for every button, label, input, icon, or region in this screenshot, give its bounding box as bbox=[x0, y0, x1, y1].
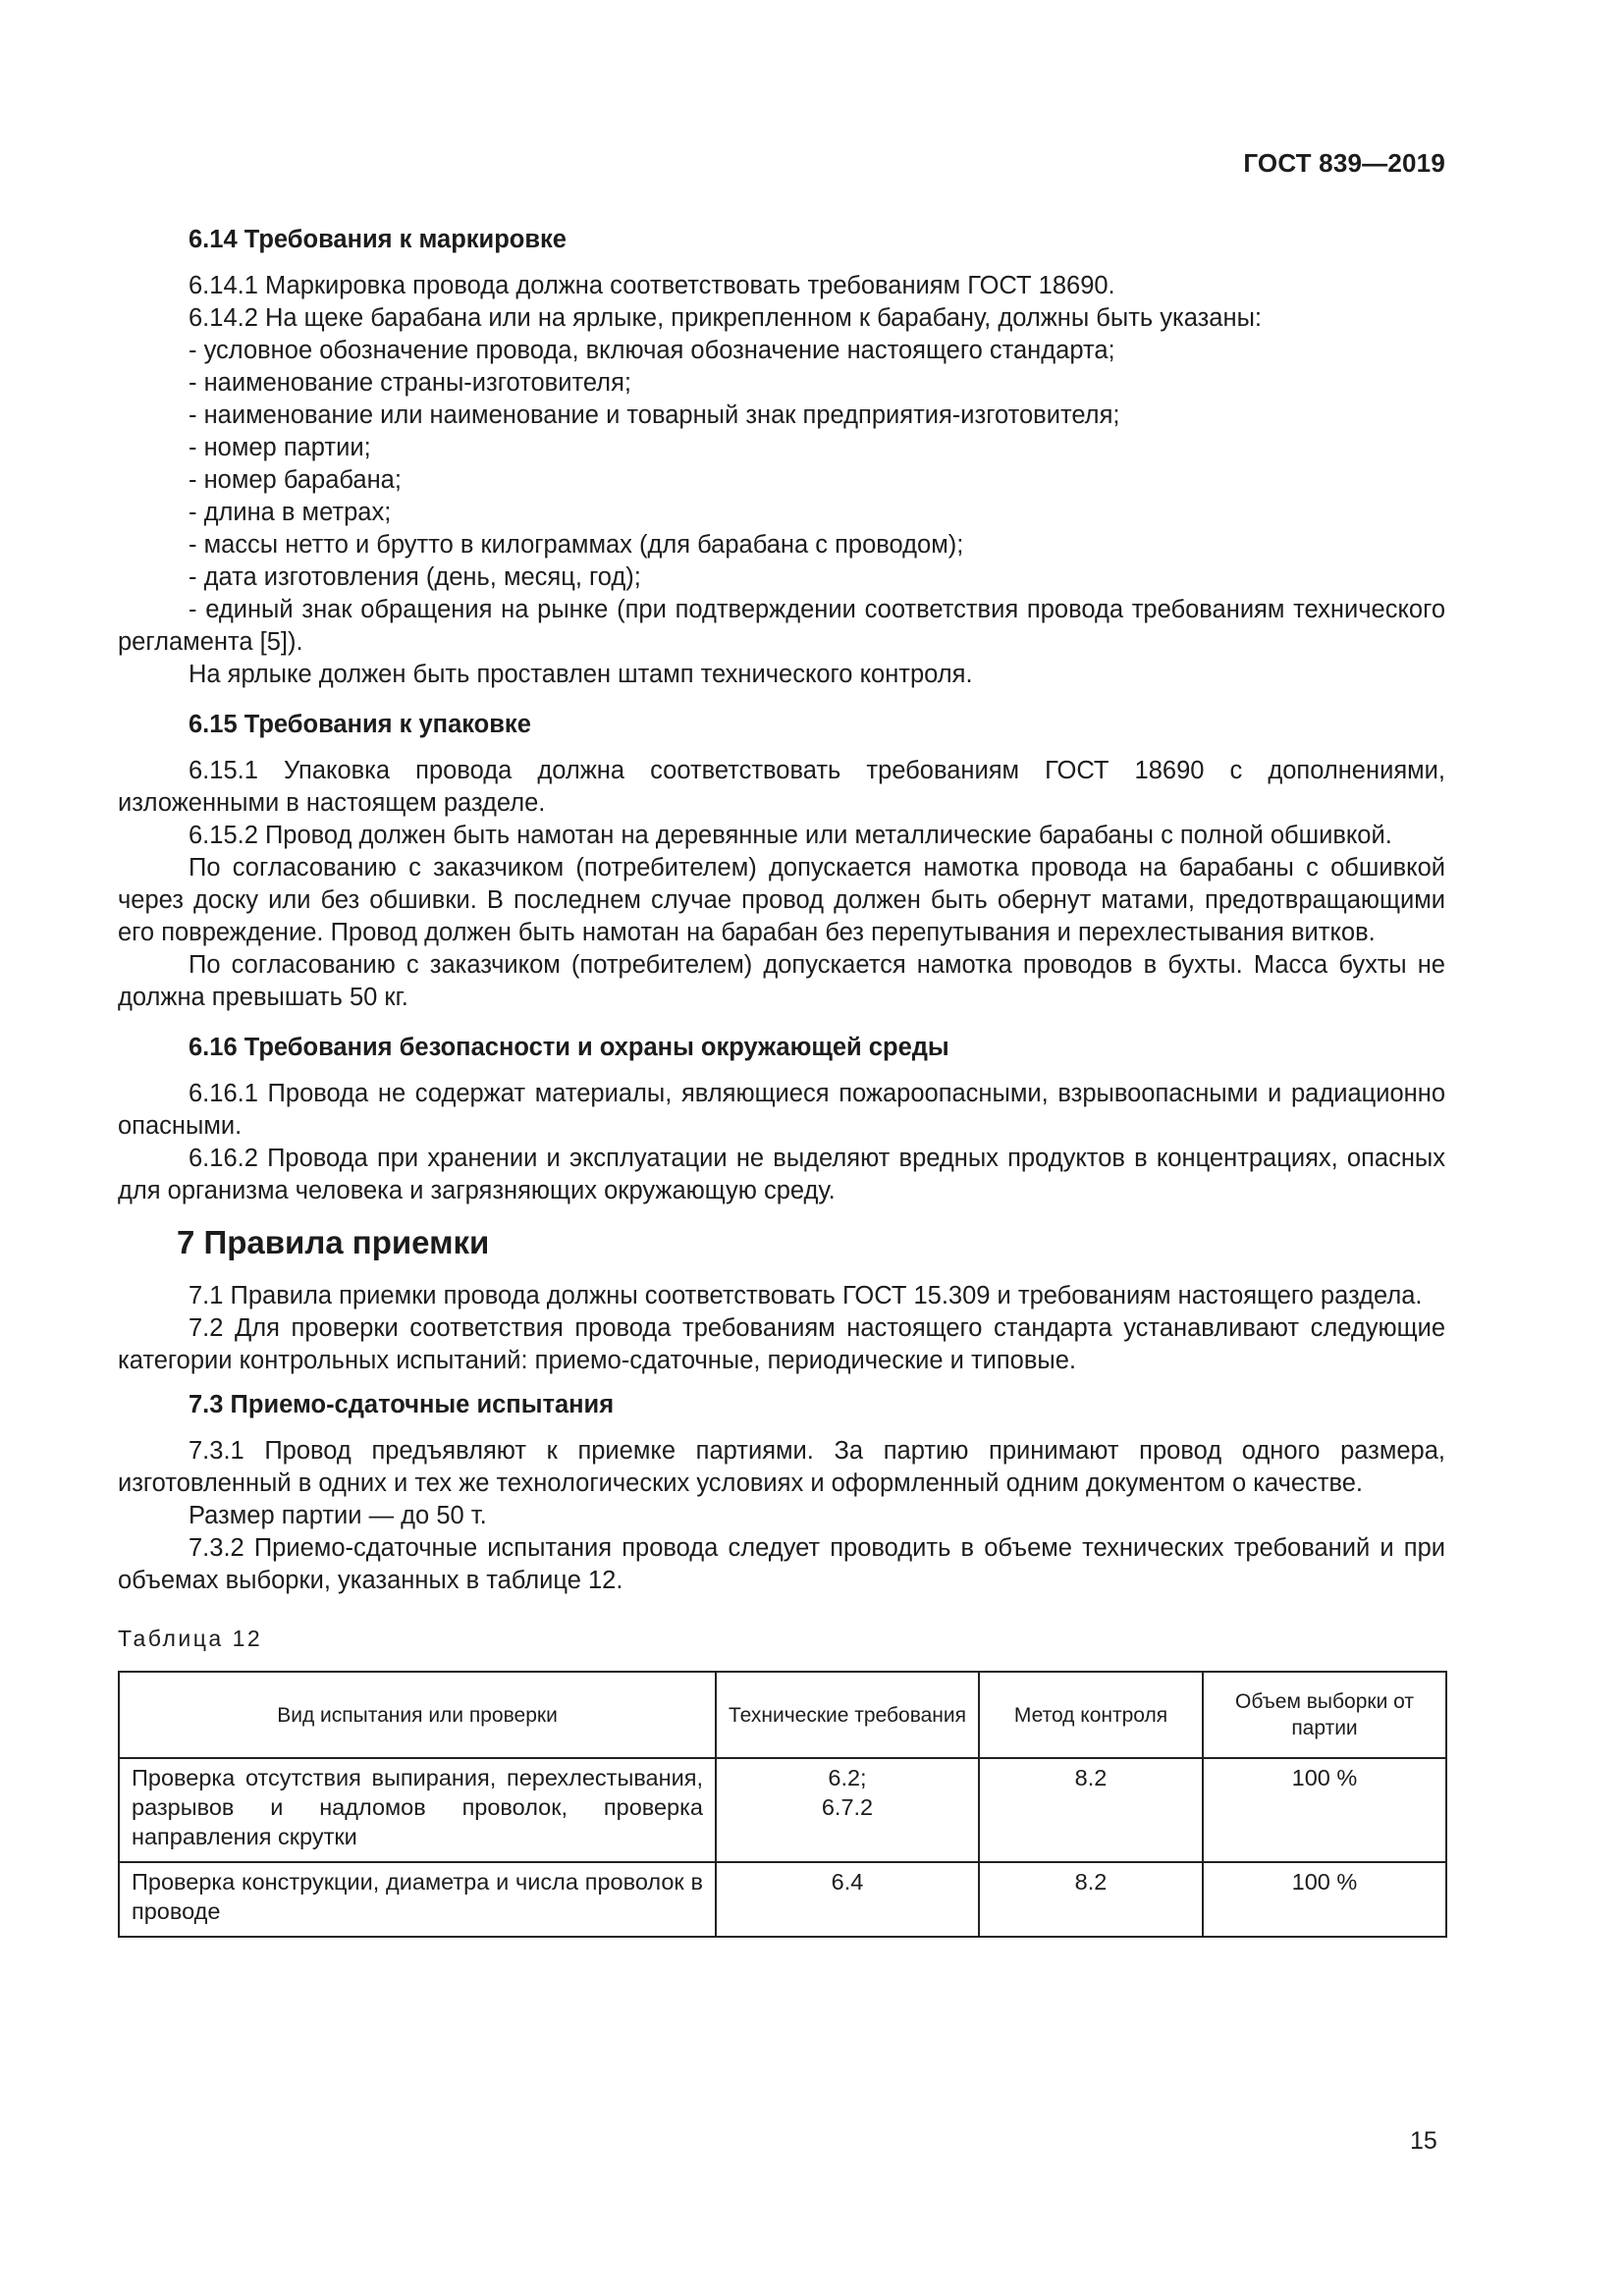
paragraph: 6.14.1 Маркировка провода должна соответствовать требованиям ГОСТ 18690. bbox=[189, 272, 1115, 299]
paragraph: 6.15.1 Упаковка провода должна соответствовать требованиям ГОСТ 18690 с дополнениями, изложенными в настоящем разделе. bbox=[118, 757, 1445, 817]
table-cell-method: 8.2 bbox=[979, 1862, 1203, 1937]
list-item: - наименование страны-изготовителя; bbox=[189, 369, 631, 397]
list-item: - номер партии; bbox=[189, 434, 371, 461]
paragraph: По согласованию с заказчиком (потребителем) допускается намотка проводов в бухты. Масса бухты не должна превышать 50 кг. bbox=[118, 951, 1445, 1011]
table-cell-sample: 100 % bbox=[1203, 1862, 1446, 1937]
table-row bbox=[119, 1862, 1446, 1937]
column-header-sample-size: Объем выборки от партии bbox=[1203, 1672, 1446, 1758]
list-item: - дата изготовления (день, месяц, год); bbox=[189, 563, 641, 591]
column-header-control-method: Метод контроля bbox=[979, 1672, 1203, 1758]
table-cell-test: Проверка отсутствия выпирания, перехлестывания, разрывов и надломов проволок, проверка направления скрутки bbox=[119, 1758, 716, 1862]
page-content bbox=[118, 224, 1445, 1938]
paragraph: 7.1 Правила приемки провода должны соответствовать ГОСТ 15.309 и требованиям настоящего раздела. bbox=[189, 1282, 1423, 1309]
requirement-ref: 6.7.2 bbox=[821, 1794, 874, 1820]
section-6-14-title: 6.14 Требования к маркировке bbox=[189, 226, 567, 253]
paragraph: 6.16.1 Провода не содержат материалы, являющиеся пожароопасными, взрывоопасными и радиационно опасными. bbox=[118, 1080, 1445, 1140]
requirement-ref: 6.4 bbox=[831, 1869, 864, 1895]
column-header-test-type: Вид испытания или проверки bbox=[119, 1672, 716, 1758]
section-6-15-title: 6.15 Требования к упаковке bbox=[189, 711, 531, 738]
list-item: - единый знак обращения на рынке (при подтверждении соответствия провода требованиям технического регламента [5]). bbox=[118, 596, 1445, 656]
list-item: - массы нетто и брутто в килограммах (для барабана с проводом); bbox=[189, 531, 964, 559]
list-item: - наименование или наименование и товарный знак предприятия-изготовителя; bbox=[189, 401, 1120, 429]
paragraph: 7.2 Для проверки соответствия провода требованиям настоящего стандарта устанавливают следующие категории контрольных испытаний: приемо-сдаточные, периодические и типовые. bbox=[118, 1314, 1445, 1374]
section-7-3-title: 7.3 Приемо-сдаточные испытания bbox=[189, 1391, 615, 1418]
table-cell-test: Проверка конструкции, диаметра и числа проволок в проводе bbox=[119, 1862, 716, 1937]
list-item: - условное обозначение провода, включая обозначение настоящего стандарта; bbox=[189, 337, 1115, 364]
document-code-header: ГОСТ 839—2019 bbox=[1243, 148, 1445, 178]
acceptance-tests-table bbox=[118, 1671, 1447, 1938]
section-6-16-title: 6.16 Требования безопасности и охраны окружающей среды bbox=[189, 1034, 949, 1061]
section-7-title: 7 Правила приемки bbox=[177, 1224, 490, 1260]
paragraph: 6.16.2 Провода при хранении и эксплуатации не выделяют вредных продуктов в концентрациях, опасных для организма человека и загрязняющих окружающую среду. bbox=[118, 1145, 1445, 1204]
list-item: - номер барабана; bbox=[189, 466, 402, 494]
paragraph: На ярлыке должен быть проставлен штамп технического контроля. bbox=[189, 661, 973, 688]
column-header-technical-requirements: Технические требования bbox=[716, 1672, 979, 1758]
paragraph: 6.14.2 На щеке барабана или на ярлыке, прикрепленном к барабану, должны быть указаны: bbox=[189, 304, 1262, 332]
paragraph: Размер партии — до 50 т. bbox=[189, 1502, 487, 1529]
page-number: 15 bbox=[1410, 2127, 1437, 2155]
table-cell-sample: 100 % bbox=[1203, 1758, 1446, 1862]
paragraph: 6.15.2 Провод должен быть намотан на деревянные или металлические барабаны с полной обшивкой. bbox=[189, 822, 1392, 849]
paragraph: По согласованию с заказчиком (потребителем) допускается намотка провода на барабаны с обшивкой через доску или без обшивки. В последнем случае провод должен быть обернут матами, предотвращающими его повреждение. Провод должен быть намотан на барабан без перепутывания и перехлестывания витков. bbox=[118, 854, 1445, 946]
list-item: - длина в метрах; bbox=[189, 499, 392, 526]
table-cell-requirements bbox=[716, 1862, 979, 1937]
table-caption: Таблица 12 bbox=[118, 1626, 263, 1651]
requirement-ref: 6.2; bbox=[828, 1765, 867, 1790]
table-row bbox=[119, 1758, 1446, 1862]
paragraph: 7.3.1 Провод предъявляют к приемке партиями. За партию принимают провод одного размера, изготовленный в одних и тех же технологических условиях и оформленный одним документом о качестве. bbox=[118, 1437, 1445, 1497]
table-cell-requirements bbox=[716, 1758, 979, 1862]
table-cell-method: 8.2 bbox=[979, 1758, 1203, 1862]
paragraph: 7.3.2 Приемо-сдаточные испытания провода следует проводить в объеме технических требований и при объемах выборки, указанных в таблице 12. bbox=[118, 1534, 1445, 1594]
table-header-row bbox=[119, 1672, 1446, 1758]
